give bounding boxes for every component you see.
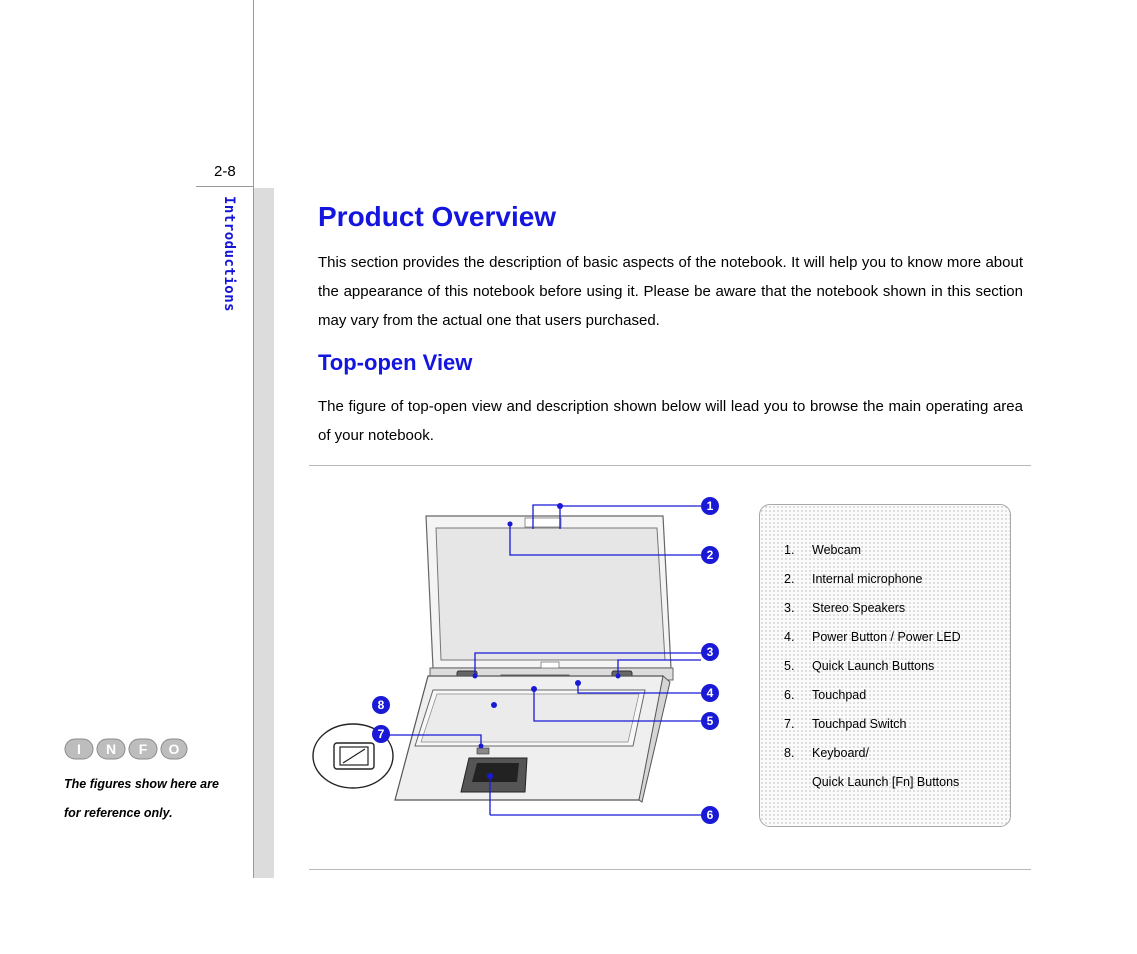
info-note-line: for reference only. <box>64 806 173 820</box>
chapter-label: Introductions <box>221 196 237 313</box>
legend-item-label: Power Button / Power LED <box>812 630 961 644</box>
section-title: Top-open View <box>318 350 473 375</box>
legend-list <box>784 543 961 804</box>
legend-item <box>784 572 961 601</box>
callout-5 <box>701 712 719 730</box>
page-number-rule <box>196 186 254 187</box>
legend-item-number: 7. <box>784 717 795 731</box>
svg-text:F: F <box>138 741 148 757</box>
callout-4 <box>701 684 719 702</box>
margin-strip <box>254 188 274 878</box>
legend-item-number: 1. <box>784 543 795 557</box>
legend-item-continuation: Quick Launch [Fn] Buttons <box>812 775 960 789</box>
legend-item-label: Keyboard/ <box>812 746 869 760</box>
legend-item-label: Touchpad <box>812 688 867 702</box>
svg-text:I: I <box>77 741 81 757</box>
callout-2 <box>701 546 719 564</box>
legend-item-number: 5. <box>784 659 795 673</box>
svg-text:1: 1 <box>706 499 714 513</box>
svg-text:2: 2 <box>706 548 714 562</box>
component-legend <box>759 504 1011 827</box>
svg-text:5: 5 <box>706 714 714 728</box>
legend-item-number: 3. <box>784 601 795 615</box>
legend-item-number: 4. <box>784 630 795 644</box>
section-paragraph: The figure of top-open view and description shown below will lead you to browse the main operating area of your notebook. <box>318 398 1023 444</box>
callout-3 <box>701 643 719 661</box>
divider <box>309 465 1031 466</box>
legend-item <box>784 543 961 572</box>
callout-7 <box>372 725 390 743</box>
legend-item-number: 8. <box>784 746 795 760</box>
svg-text:8: 8 <box>377 698 385 712</box>
legend-item <box>784 601 961 630</box>
legend-item-label: Quick Launch Buttons <box>812 659 935 673</box>
legend-item-label: Webcam <box>812 543 862 557</box>
intro-paragraph: This section provides the description of basic aspects of the notebook. It will help you to know more about the appearance of this notebook before using it. Please be aware that the notebook shown in this section may vary from the actual one that users purchased. <box>318 254 1023 329</box>
legend-item <box>784 659 961 688</box>
info-icon <box>64 737 188 761</box>
svg-text:7: 7 <box>377 727 385 741</box>
svg-text:O: O <box>168 741 180 757</box>
callout-1 <box>701 497 719 515</box>
legend-item <box>784 630 961 659</box>
svg-text:4: 4 <box>706 686 714 700</box>
svg-text:6: 6 <box>706 808 714 822</box>
legend-item <box>784 717 961 746</box>
legend-item-number: 2. <box>784 572 795 586</box>
page-number: 2-8 <box>214 163 236 180</box>
info-note <box>64 770 219 828</box>
svg-text:N: N <box>105 741 117 757</box>
legend-item-label: Stereo Speakers <box>812 601 906 615</box>
page-title: Product Overview <box>318 201 557 232</box>
legend-item <box>784 746 961 775</box>
info-note-line: The figures show here are <box>64 777 219 791</box>
divider <box>309 869 1031 870</box>
legend-item-number: 6. <box>784 688 795 702</box>
legend-item <box>784 688 961 717</box>
svg-text:3: 3 <box>706 645 714 659</box>
legend-item-label: Internal microphone <box>812 572 923 586</box>
laptop-top-open-illustration <box>305 490 735 835</box>
callout-6 <box>701 806 719 824</box>
legend-item-label: Touchpad Switch <box>812 717 907 731</box>
callout-8 <box>372 696 390 714</box>
